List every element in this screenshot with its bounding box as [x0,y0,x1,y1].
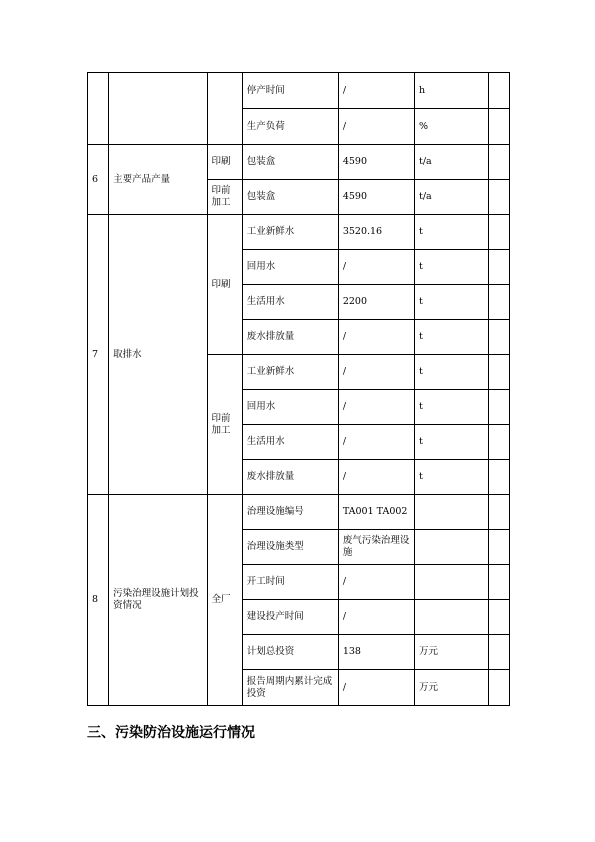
report-table [87,72,510,706]
table-cell [488,600,509,635]
table-cell: 报告周期内累计完成投资 [242,670,338,706]
table-cell [488,425,509,460]
table-cell: t [415,460,489,495]
table-cell: t [415,355,489,390]
table-cell [207,73,242,145]
table-cell [488,635,509,670]
table-cell [488,390,509,425]
table-cell: 计划总投资 [242,635,338,670]
table-cell [488,495,509,530]
table-cell [488,145,509,180]
table-cell [88,73,109,145]
table-cell: 万元 [415,670,489,706]
table-cell: t [415,250,489,285]
row-subcategory: 印刷 [207,215,242,355]
row-subcategory: 印前加工 [207,355,242,495]
table-row [88,73,510,109]
row-item: 污染治理设施计划投资情况 [109,495,207,706]
table-cell: 生活用水 [242,285,338,320]
table-cell [488,530,509,565]
table-cell: 4590 [338,145,414,180]
table-cell: % [415,109,489,145]
table-row [88,145,510,180]
table-cell [488,460,509,495]
table-row [88,215,510,250]
table-cell: 治理设施编号 [242,495,338,530]
table-cell [488,355,509,390]
table-cell [488,109,509,145]
table-cell: 开工时间 [242,565,338,600]
table-cell: / [338,425,414,460]
table-cell: 废气污染治理设施 [338,530,414,565]
row-subcategory: 印前加工 [207,180,242,215]
row-subcategory: 全厂 [207,495,242,706]
section-heading: 三、污染防治设施运行情况 [87,725,255,741]
table-cell: t [415,285,489,320]
table-row [88,495,510,530]
table-cell: 工业新鲜水 [242,215,338,250]
table-cell: / [338,670,414,706]
table-cell: t [415,425,489,460]
table-cell: / [338,460,414,495]
table-cell: TA001 TA002 [338,495,414,530]
table-cell: 3520.16 [338,215,414,250]
table-cell [488,285,509,320]
table-cell [415,530,489,565]
table-cell: 停产时间 [242,73,338,109]
table-cell: t [415,390,489,425]
row-number: 6 [88,145,109,215]
row-number: 8 [88,495,109,706]
table-cell: / [338,600,414,635]
table-cell [488,320,509,355]
table-cell: / [338,73,414,109]
table-cell: 回用水 [242,390,338,425]
table-cell [488,73,509,109]
table-cell: 2200 [338,285,414,320]
row-item: 主要产品产量 [109,145,207,215]
table-cell [488,565,509,600]
table-cell [488,250,509,285]
table-cell: 138 [338,635,414,670]
table-cell [415,600,489,635]
table-cell: 工业新鲜水 [242,355,338,390]
table-cell: 废水排放量 [242,460,338,495]
table-cell [415,495,489,530]
table-cell: / [338,109,414,145]
table-cell: 废水排放量 [242,320,338,355]
table-cell: t/a [415,145,489,180]
table-cell [415,565,489,600]
table-cell: / [338,565,414,600]
table-cell: 生活用水 [242,425,338,460]
table-cell: 生产负荷 [242,109,338,145]
table-cell: / [338,250,414,285]
table-cell: t [415,215,489,250]
table-cell [488,670,509,706]
table-cell: h [415,73,489,109]
table-cell [488,180,509,215]
table-cell: / [338,355,414,390]
table-cell [109,73,207,145]
table-cell: 建设投产时间 [242,600,338,635]
table-cell: t [415,320,489,355]
table-cell [488,215,509,250]
table-cell: 4590 [338,180,414,215]
table-cell: 回用水 [242,250,338,285]
row-subcategory: 印刷 [207,145,242,180]
table-cell: t/a [415,180,489,215]
table-cell: / [338,390,414,425]
table-cell: 万元 [415,635,489,670]
table-cell: 治理设施类型 [242,530,338,565]
table-cell: 包装盒 [242,180,338,215]
row-item: 取排水 [109,215,207,495]
table-cell: 包装盒 [242,145,338,180]
table-cell: / [338,320,414,355]
row-number: 7 [88,215,109,495]
